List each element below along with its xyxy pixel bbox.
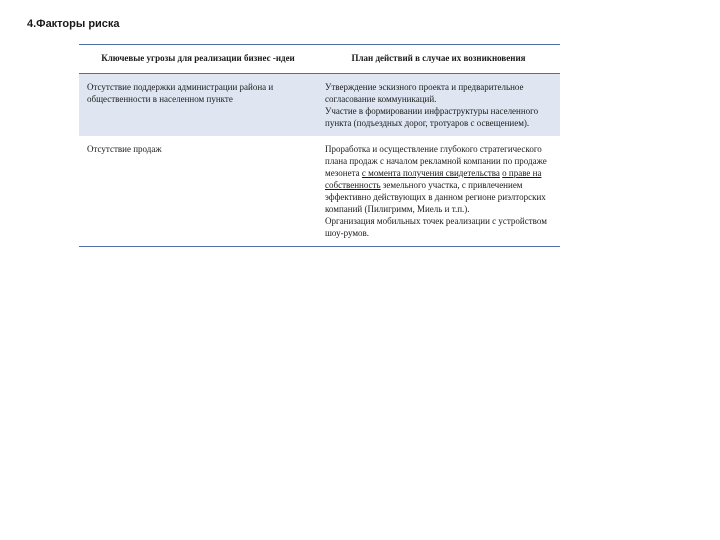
threat-cell: Отсутствие поддержки администрации района и общественности в населенном пункте: [79, 74, 317, 137]
action-text-underlined: с момента получения свидетельства: [361, 168, 500, 178]
action-line: Участие в формировании инфраструктуры населенного пункта (подъездных дорог, тротуаров с освещением).: [325, 106, 539, 128]
action-text: земельного участка, с привлечением эффективно действующих в данном регионе риэлторских компаний (Пилигримм, Миель и т.п.).: [325, 180, 546, 214]
threat-cell: Отсутствие продаж: [79, 136, 317, 247]
action-line: Утверждение эскизного проекта и предварительное согласование коммуникаций.: [325, 82, 524, 104]
action-text: Проработка и осуществление глубокого стратегического плана продаж с началом рекламной компании по продаже мезонета: [325, 144, 547, 178]
risk-factors-table: [79, 44, 560, 247]
table-header-row: [79, 45, 560, 74]
header-key-threats: Ключевые угрозы для реализации бизнес -идеи: [79, 45, 317, 74]
action-cell: [317, 136, 560, 247]
table-row: [79, 136, 560, 247]
action-line: Организация мобильных точек реализации с устройством шоу-румов.: [325, 216, 547, 238]
action-text-underlined: о праве на собственность: [325, 168, 542, 190]
header-action-plan: План действий в случае их возникновения: [317, 45, 560, 74]
action-cell: [317, 74, 560, 137]
section-title: 4.Факторы риска: [27, 18, 120, 30]
table-row: [79, 74, 560, 137]
action-paragraph: [325, 143, 552, 215]
